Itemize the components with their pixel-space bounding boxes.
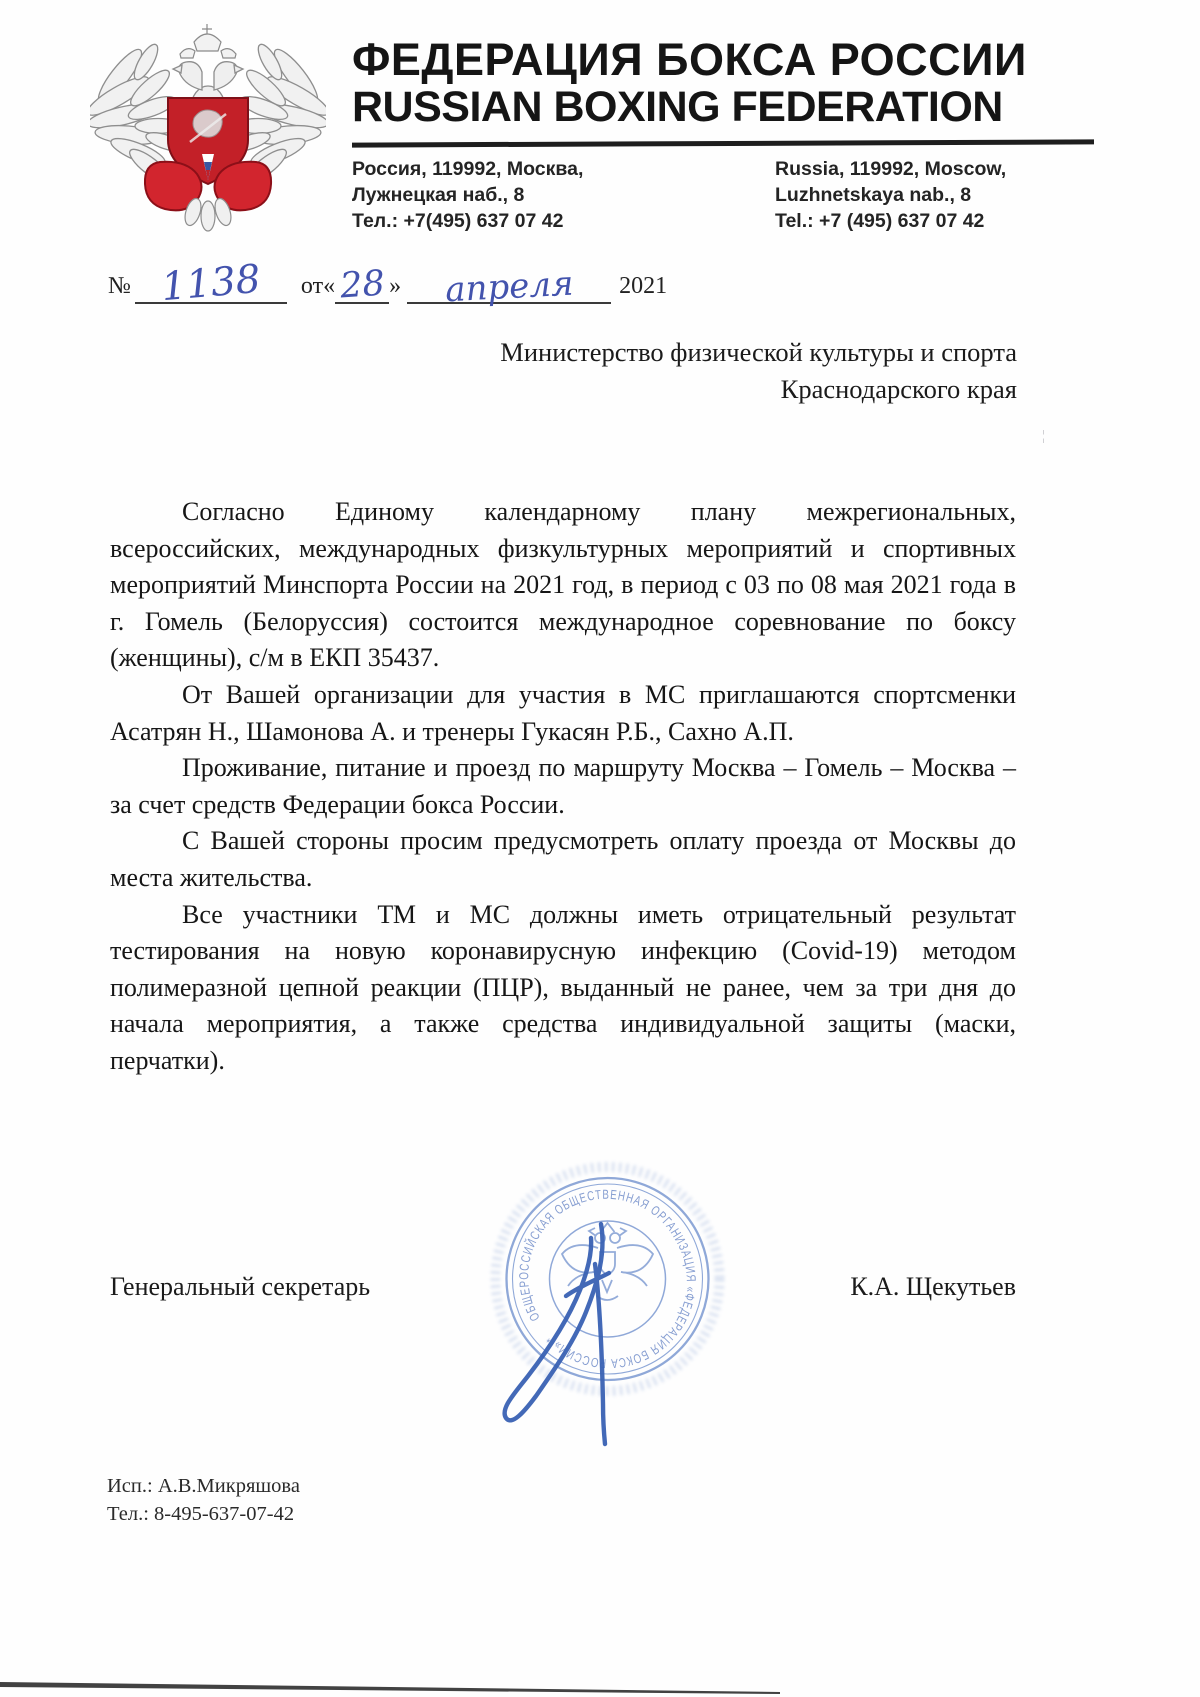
- recipient-block: [500, 334, 1017, 408]
- address-ru-line2: Лужнецкая наб., 8: [352, 184, 525, 207]
- signer-name: К.А. Щекутьев: [850, 1272, 1016, 1301]
- svg-text:ОБЩЕРОССИЙСКАЯ ОБЩЕСТВЕННАЯ ОР: [516, 1187, 699, 1372]
- letterhead-rule: [352, 140, 1094, 148]
- handwritten-number: 1138: [159, 256, 263, 311]
- ref-date-preposition: от: [300, 273, 324, 299]
- address-ru-line3: Тел.: +7(495) 637 07 42: [352, 210, 564, 233]
- address-en-line3: Tel.: +7 (495) 637 07 42: [775, 210, 985, 233]
- ref-number-label: №: [108, 273, 131, 299]
- ref-quote-close: »: [389, 273, 402, 299]
- letter-body: [110, 494, 1016, 1080]
- handwritten-day: 28: [338, 263, 386, 307]
- body-paragraph: От Вашей организации для участия в МС приглашаются спортсменки Асатрян Н., Шамонова А. и тренеры Гукасян Р.Б., Сахно А.П.: [110, 679, 1016, 746]
- address-en-line2: Luzhnetskaya nab., 8: [775, 184, 972, 207]
- address-ru: [352, 156, 775, 234]
- executor-name: Исп.: А.В.Микряшова: [107, 1475, 300, 1497]
- executor-phone: Тел.: 8-495-637-07-42: [107, 1503, 295, 1525]
- ref-month-blank: [407, 262, 611, 311]
- scan-artifact-mark: ¦: [1042, 428, 1046, 444]
- ref-number-blank: [135, 256, 287, 311]
- body-paragraph: Все участники ТМ и МС должны иметь отрицательный результат тестирования на новую коронавирусную инфекцию (Covid-19) методом полимеразной цепной реакции (ПЦР), выданный не ранее, чем за три дня до начала мероприятия, а также средства индивидуальной защиты (маски, перчатки).: [110, 899, 1016, 1075]
- scan-artifact-line: [0, 1676, 800, 1697]
- ref-day-blank: [335, 262, 389, 307]
- address-en-line1: Russia, 119992, Moscow,: [775, 158, 1007, 181]
- body-paragraph: С Вашей стороны просим предусмотреть оплату проезда от Москвы до места жительства.: [110, 826, 1016, 892]
- stamp-ring-text: ОБЩЕРОССИЙСКАЯ ОБЩЕСТВЕННАЯ ОРГАНИЗАЦИЯ «ФЕДЕРАЦИЯ БОКСА РОССИИ» *: [516, 1186, 699, 1372]
- org-name-ru: ФЕДЕРАЦИЯ БОКСА РОССИИ: [352, 34, 1027, 85]
- address-en: [775, 156, 1006, 234]
- stamp-seal-icon: [450, 1112, 765, 1447]
- body-paragraph: Согласно Единому календарному плану межрегиональных, всероссийских, международных физкультурных мероприятий и спортивных мероприятий Минспорта России на 2021 год, в период с 03 по 08 мая 2021 года в г. Гомель (Белоруссия) состоится международное соревнование по боксу (женщины), с/м в ЕКП 35437.: [110, 497, 1016, 673]
- letterhead-addresses: [352, 156, 1094, 234]
- letterhead: [352, 36, 1094, 235]
- executor-footer: [107, 1472, 300, 1528]
- federation-emblem-icon: [90, 16, 326, 234]
- body-paragraph: Проживание, питание и проезд по маршруту Москва – Гомель – Москва – за счет средств Федерации бокса России.: [110, 753, 1016, 819]
- recipient-line1: Министерство физической культуры и спорта: [500, 337, 1017, 367]
- org-name-en: RUSSIAN BOXING FEDERATION: [352, 82, 1003, 131]
- recipient-line2: Краснодарского края: [780, 374, 1017, 404]
- ref-quote-open: «: [323, 273, 336, 299]
- address-ru-line1: Россия, 119992, Москва,: [352, 158, 584, 181]
- signer-position-title: Генеральный секретарь: [110, 1272, 371, 1301]
- reference-line: [108, 244, 668, 311]
- handwritten-month: апреля: [444, 263, 575, 311]
- ref-year: 2021: [619, 273, 668, 299]
